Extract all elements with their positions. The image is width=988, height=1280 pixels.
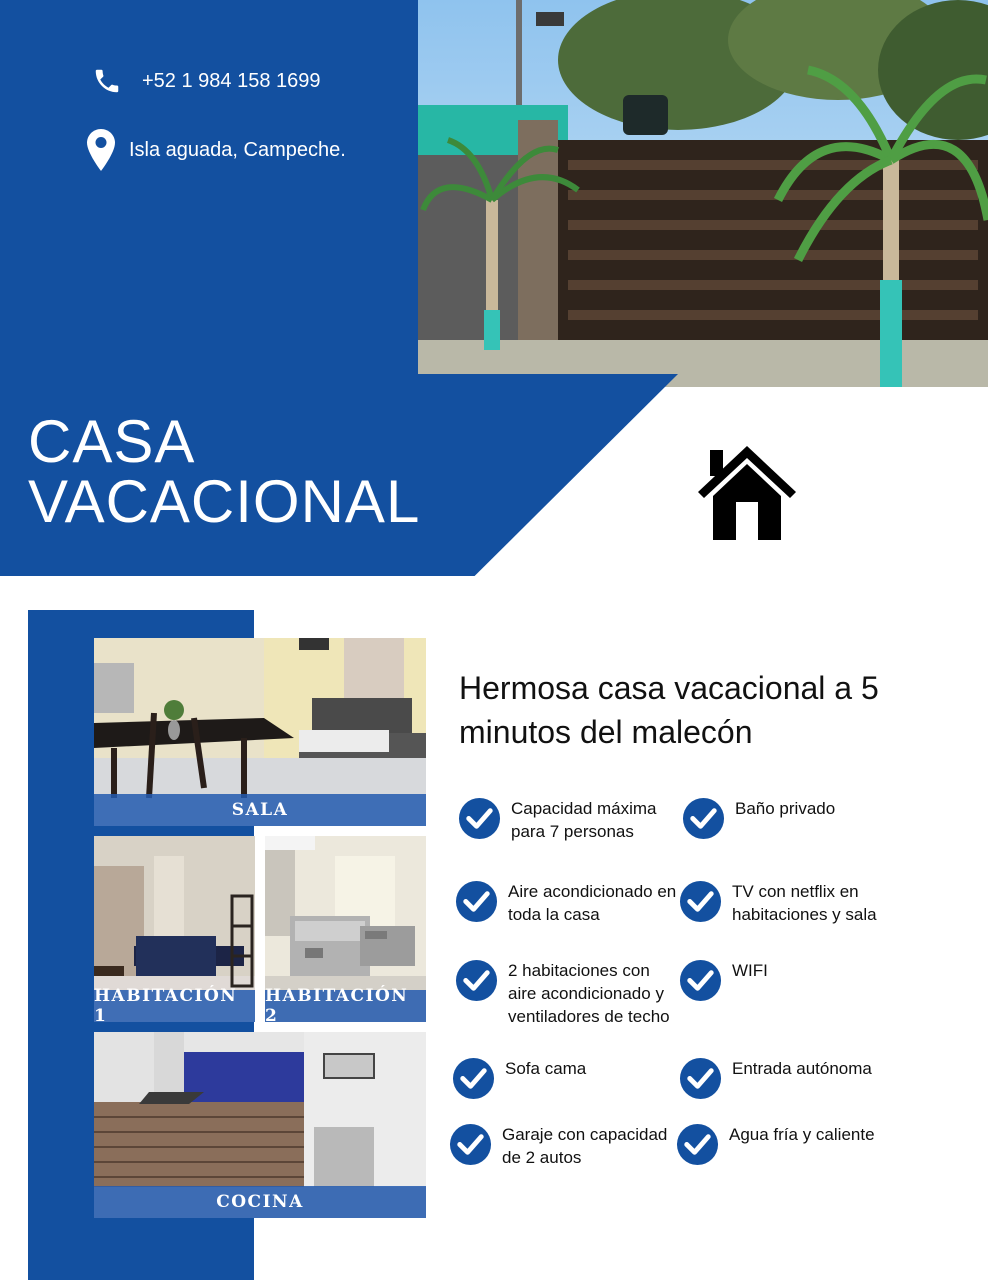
- feature-text: Entrada autónoma: [732, 1059, 872, 1078]
- check-circle-icon: [679, 880, 722, 923]
- location-row: [86, 128, 346, 172]
- check-circle-icon: [682, 797, 725, 840]
- phone-row[interactable]: [92, 66, 321, 96]
- check-circle-icon: [449, 1123, 492, 1166]
- phone-number: +52 1 984 158 1699: [142, 69, 321, 92]
- feature-item-rooms: [455, 959, 680, 1028]
- check-circle-icon: [458, 797, 501, 840]
- check-circle-icon: [455, 959, 498, 1002]
- check-circle-icon: [679, 1057, 722, 1100]
- feature-item-water: [676, 1123, 901, 1166]
- check-circle-icon: [452, 1057, 495, 1100]
- feature-text: Baño privado: [735, 799, 836, 818]
- feature-text: TV con netflix en habitaciones y sala: [732, 882, 877, 924]
- check-circle-icon: [679, 959, 722, 1002]
- location-text: Isla aguada, Campeche.: [129, 138, 346, 161]
- photo-sala: [94, 638, 426, 826]
- page-title: [28, 408, 421, 535]
- feature-text: Aire acondicionado en toda la casa: [508, 882, 677, 924]
- check-circle-icon: [455, 880, 498, 923]
- house-icon: [696, 442, 798, 547]
- photo-habitacion-1: [94, 836, 255, 1022]
- feature-item-capacity: [458, 797, 683, 843]
- feature-item-ac: [455, 880, 680, 926]
- title-line-1: CASA: [28, 408, 196, 475]
- check-circle-icon: [676, 1123, 719, 1166]
- feature-item-wifi: [679, 959, 904, 1002]
- feature-item-tv: [679, 880, 904, 926]
- feature-text: WIFI: [732, 961, 768, 980]
- feature-item-sofa: [452, 1057, 677, 1100]
- feature-text: Capacidad máxima para 7 personas: [511, 799, 657, 841]
- photo-label-habitacion-2: HABITACIÓN 2: [265, 990, 426, 1022]
- photo-label-habitacion-1: HABITACIÓN 1: [94, 990, 255, 1022]
- feature-text: 2 habitaciones con aire acondicionado y ventiladores de techo: [508, 961, 670, 1026]
- feature-text: Garaje con capacidad de 2 autos: [502, 1125, 668, 1167]
- feature-item-garage: [449, 1123, 674, 1169]
- feature-item-bathroom: [682, 797, 907, 840]
- contact-panel: [0, 0, 418, 395]
- feature-text: Sofa cama: [505, 1059, 587, 1078]
- photo-cocina: [94, 1032, 426, 1218]
- title-line-2: VACACIONAL: [28, 468, 421, 535]
- feature-item-entry: [679, 1057, 904, 1100]
- feature-text: Agua fría y caliente: [729, 1125, 875, 1144]
- phone-icon: [92, 66, 122, 96]
- headline: Hermosa casa vacacional a 5 minutos del malecón: [459, 670, 879, 750]
- house-facade-photo: [418, 0, 988, 387]
- photo-label-sala: SALA: [94, 794, 426, 826]
- photo-label-cocina: COCINA: [94, 1186, 426, 1218]
- location-pin-icon: [86, 128, 116, 172]
- photo-habitacion-2: [265, 836, 426, 1022]
